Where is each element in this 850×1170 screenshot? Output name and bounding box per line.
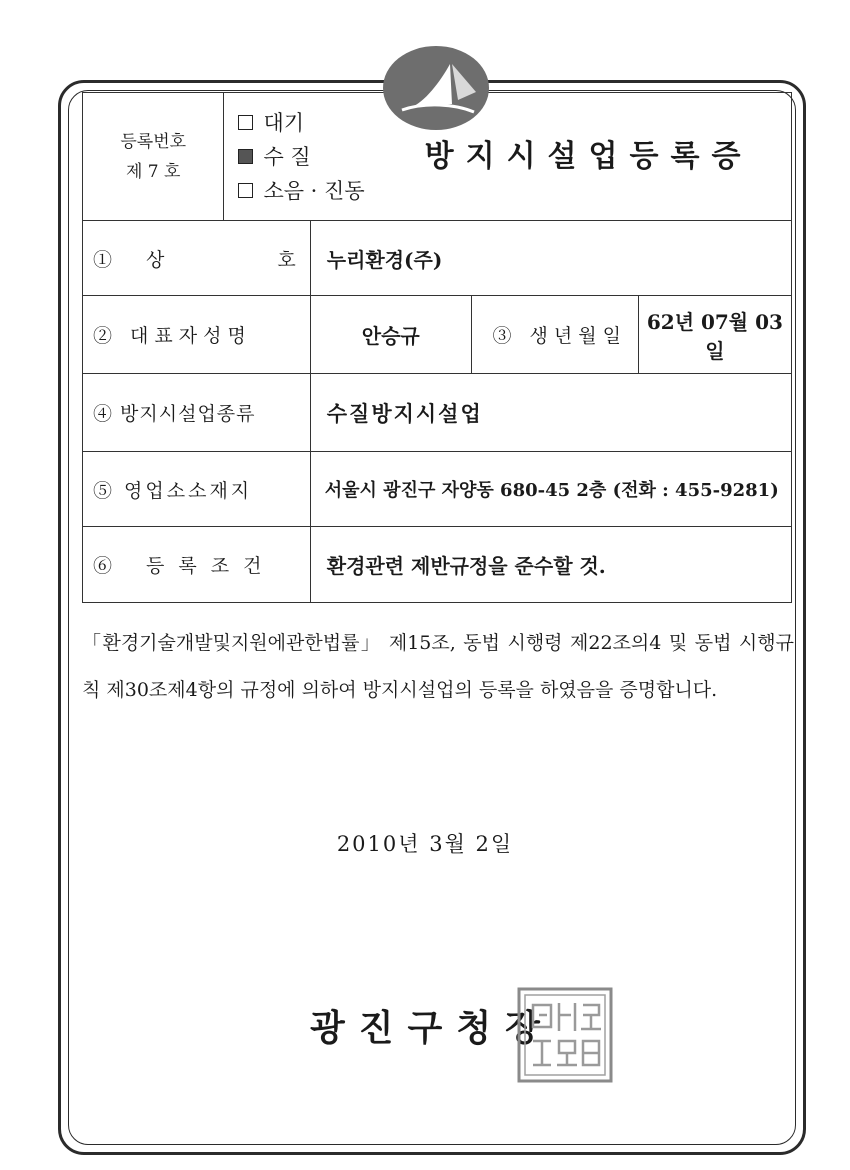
- type-option-water: 수 질: [238, 140, 364, 174]
- certificate-table: [82, 92, 792, 603]
- official-seal-stamp: [515, 985, 615, 1085]
- checkbox-icon: [238, 183, 253, 198]
- type-option-noise: 소음 · 진동: [238, 174, 364, 208]
- government-emblem-icon: [380, 42, 492, 134]
- value-representative: 안승규: [310, 296, 471, 374]
- field-row-representative: [83, 296, 792, 374]
- registration-number: 제 7 호: [125, 161, 181, 182]
- value-business-type: 수질방지시설업: [310, 374, 791, 452]
- field-row-business-type: [83, 374, 792, 452]
- issuing-authority: 광진구청장: [310, 1007, 554, 1049]
- certification-statement: 「환경기술개발및지원에관한법률」 제15조, 동법 시행령 제22조의4 및 동법 시행규칙 제30조제4항의 규정에 의하여 방지시설업의 등록을 하였음을 증명합니다.: [82, 632, 794, 701]
- label-conditions: ⑥ 등록조건: [83, 527, 311, 603]
- facility-type-cell: [224, 93, 792, 221]
- value-conditions: 환경관련 제반규정을 준수할 것.: [310, 527, 791, 603]
- value-company: 누리환경(주): [310, 221, 791, 296]
- checked-box-icon: [238, 149, 253, 164]
- document-title: 방지시설업등록증: [424, 138, 753, 174]
- issue-date: 2010년 3월 2일: [336, 832, 514, 856]
- label-company: ① 상 호: [83, 221, 311, 296]
- registration-number-cell: [83, 93, 224, 221]
- facility-type-list: [238, 106, 364, 208]
- checkbox-icon: [238, 115, 253, 130]
- type-option-air: 대기: [238, 106, 364, 140]
- field-row-address: [83, 452, 792, 527]
- label-birthdate: ③ 생년월일: [471, 296, 638, 374]
- field-row-conditions: [83, 527, 792, 603]
- value-address: 서울시 광진구 자양동 680-45 2층 (전화 : 455-9281): [310, 452, 791, 527]
- value-birthdate: 62년 07월 03일: [638, 296, 791, 374]
- registration-label: 등록번호: [120, 131, 187, 152]
- label-business-type: ④ 방지시설업종류: [83, 374, 311, 452]
- label-representative: ② 대표자성명: [83, 296, 311, 374]
- field-row-company: [83, 221, 792, 296]
- label-address: ⑤ 영업소소재지: [83, 452, 311, 527]
